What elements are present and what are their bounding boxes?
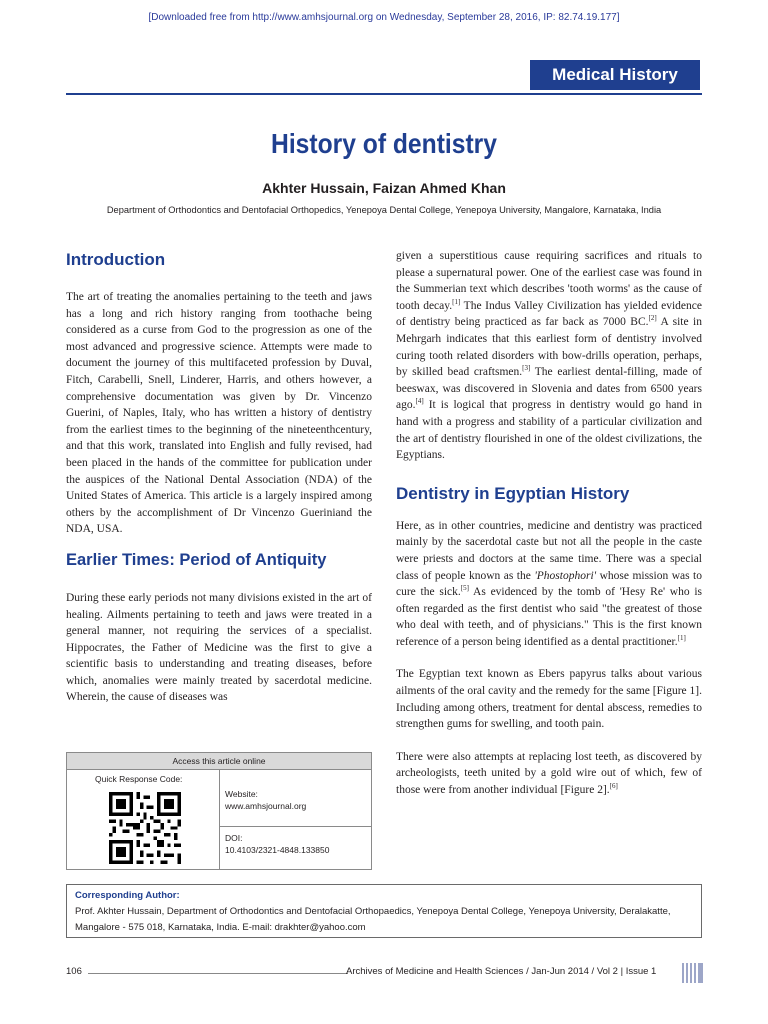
qr-label: Quick Response Code: [95,774,183,784]
website-cell [225,788,306,812]
page-number: 106 [66,966,82,977]
section-tag: Medical History [530,60,700,90]
text-run: The earliest dental-filling, made of beeswax, was discovered in Slovenia and dates from 6500 years ago. [396,366,702,412]
website-label: Website: [225,789,258,799]
doi-cell [225,832,329,856]
egyptian-paragraph-3 [396,749,702,799]
footer-rule [88,973,348,974]
access-article-box [66,752,372,870]
citation-ref[interactable]: [5] [460,584,469,593]
citation-ref[interactable]: [4] [415,397,424,406]
website-link[interactable]: www.amhsjournal.org [225,801,307,811]
left-column [66,248,372,706]
header-rule [66,93,702,95]
text-run: whose mission was to cure the sick. [396,569,702,599]
citation-ref[interactable]: [1] [452,297,461,306]
affiliation: Department of Orthodontics and Dentofacial Orthopedics, Yenepoya Dental College, Yenepoya University, Mangalore, Karnataka, India [106,205,662,215]
heading-egyptian-history: Dentistry in Egyptian History [396,483,630,503]
right-column [396,248,702,799]
text-run: There were also attempts at replacing lost teeth, as discovered by archeologists, teeth united by a gold wire out of which, few of those were from another individual [Figure 2]. [396,750,702,797]
doi-label: DOI: [225,833,243,843]
earlier-times-paragraph: During these early periods not many divisions existed in the art of healing. Ailments pertaining to teeth and jaws were treated in a general manner, not requiring the services of a specialist. Hippocrates, the Father of Medicine was the first to give a scientific basis to understanding and treating diseases, before which, anomalies were mainly treated by sacerdotal medicine. Wherein, the cause of diseases was [66,591,372,704]
qr-code-icon[interactable] [109,792,181,864]
text-run: It is logical that progress in dentistry would go hand in hand with a progress and stability of a particular civilization and the art of dentistry flourished in one of the oldest civilizations, the Egyptians. [396,399,702,462]
cell-divider [219,826,371,827]
corresponding-author-text: Prof. Akhter Hussain, Department of Orthodontics and Dentofacial Orthopaedics, Yenepoya Dental College, Yenepoya University, Deralakatte, Mangalore - 575 018, Karnataka, India. E-mail: drakhter@yahoo.com [75,906,671,933]
doi-value[interactable]: 10.4103/2321-4848.133850 [225,845,330,855]
text-run: The Indus Valley Civilization has yielded evidence of dentistry being practiced as far back as 7000 BC. [396,299,702,329]
text-run: As evidenced by the tomb of 'Hesy Re' who is often regarded as the first dentist who said "the greatest of those who deal with teeth, and of physicians." This is the first known reference of a person being identified as a dental practitioner. [396,586,702,648]
citation-ref[interactable]: [1] [677,634,686,643]
introduction-paragraph: The art of treating the anomalies pertaining to the teeth and jaws has a long and rich history ranging from toothache being considered as a curse from God to the progression as one of the most advanced and progressive science. Attempts were made to document the journey of this multifaceted profession by Duval, Fitch, Carabelli, Snell, Linderer, Harris, and others however, a comprehensive documentation was given by Dr. Vincenzo Guerini, of Naples, Italy, who has written a history of dentistry from the earliest times to the beginning of the nineteenthcentury, and that this work, translated into English and fully revised, had been placed in the hands of the committee for publication under the auspices of the National Dental Association (NDA) of the United States of America. This article is a largely inspired among others by the accomplishment of Dr Vincenzo Gueriniand the NDA, USA. [66,291,372,536]
heading-earlier-times: Earlier Times: Period of Antiquity [66,550,327,569]
text-run: given a superstitious cause requiring sacrifices and rituals to please a supernatural power. One of the earliest case was found in the Summerian text which describes 'tooth worms' as the cause of tooth decay. [396,250,702,312]
continued-paragraph [396,248,702,464]
journal-citation: Archives of Medicine and Health Sciences / Jan-Jun 2014 / Vol 2 | Issue 1 [346,966,657,977]
citation-ref[interactable]: [3] [522,364,531,373]
citation-ref[interactable]: [6] [609,782,618,791]
authors: Akhter Hussain, Faizan Ahmed Khan [262,180,506,196]
qr-cell [67,770,220,870]
article-title: History of dentistry [271,128,497,159]
text-run: Here, as in other countries, medicine and dentistry was practiced mainly by the sacerdotal caste but not all the people in the caste were priests and doctors at the same time. There was a special class of people known as the [396,519,702,582]
text-run: A site in Mehrgarh indicates that this earliest form of dentistry involved curing tooth related disorders with bow-drills operation, perhaps, by skilled bead craftsmen. [396,316,703,379]
italic-term: 'Phostophori' [534,569,597,582]
citation-ref[interactable]: [2] [648,314,657,323]
access-box-body [67,770,371,870]
corresponding-author-box [66,884,702,938]
access-box-header: Access this article online [67,753,371,770]
egyptian-paragraph-2: The Egyptian text known as Ebers papyrus talks about various ailments of the oral cavity and the remedy for the same [Figure 1]. Including among others, treatment for dental abscess, remedies to strengthen gums for swelling, and tooth pain. [396,668,702,731]
download-note: [Downloaded free from http://www.amhsjournal.org on Wednesday, September 28, 2016, IP: 82.74.19.177] [148,12,620,23]
heading-introduction: Introduction [66,250,166,269]
footer-bars-icon [682,963,704,983]
corresponding-author-title: Corresponding Author: [75,890,180,901]
egyptian-paragraph-1 [396,518,702,651]
